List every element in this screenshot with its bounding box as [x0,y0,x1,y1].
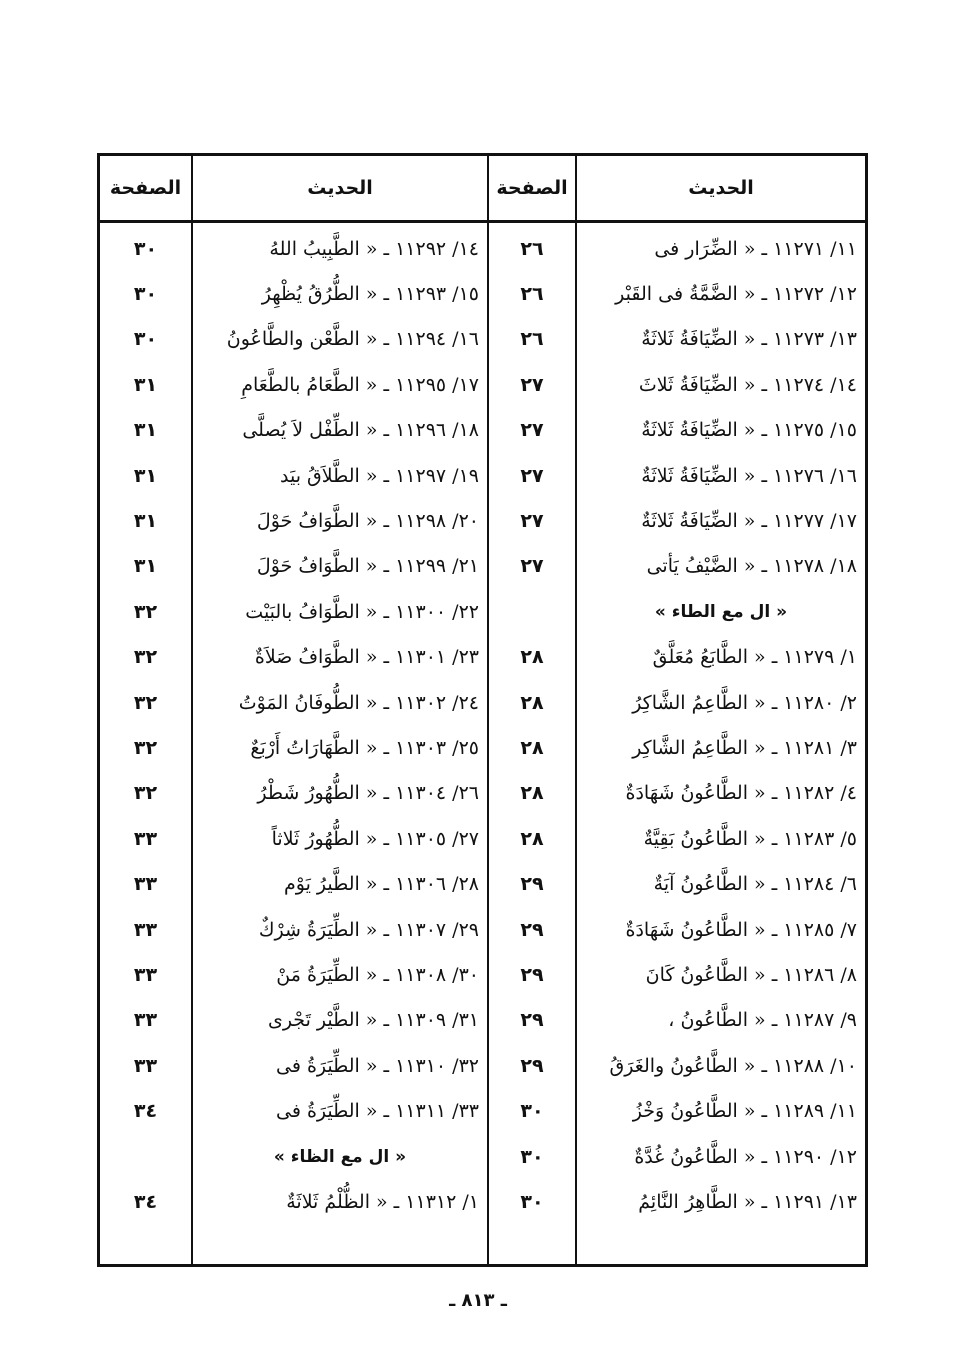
entry-page-number: ٣٢ [133,782,158,805]
entry-page-number: ٢٨ [520,646,544,669]
header-left-page: الصفحة [109,177,182,199]
section-heading: « ال مع الطاء » [654,601,788,622]
entry-page-number: ٣٢ [133,736,158,759]
entry-page-number: ٢٩ [520,963,544,986]
entry-page-number: ٢٦ [520,328,544,351]
header-right-page: الصفحة [496,177,568,199]
hadith-entry: ١/ ١١٢٧٩ ـ « الطَّابَعُ مُعَلَّقٌ [652,646,857,669]
hadith-entry: ١٦/ ١١٢٧٦ ـ « الضِّيَافَةُ ثَلاثَةٌ [641,464,857,487]
entry-page-number: ٣٣ [133,963,158,986]
hadith-entry: ١٣/ ١١٢٩١ ـ « الطَّاهِرُ النَّائِمُ [638,1190,857,1213]
hadith-entry: ٣٠/ ١١٣٠٨ ـ « الطِّيَرَةُ مَنْ [276,963,479,986]
entry-page-number: ٢٨ [520,691,544,714]
entry-page-number: ٣١ [133,509,158,532]
hadith-entry: ١٨/ ١١٢٩٦ ـ « الطِّفْل لاَ يُصلَّى [242,419,479,442]
hadith-entry: ٢/ ١١٢٨٠ ـ « الطَّاعِمُ الشَّاكِرُ [632,691,857,714]
entry-page-number: ٢٦ [520,282,544,305]
entry-page-number: ٣٣ [133,918,158,941]
hadith-entry: ٧/ ١١٢٨٥ ـ « الطَّاعُونُ شَهَادَةٌ [625,918,857,941]
header-left-hadith: الحديث [307,177,373,199]
hadith-entry: ١١/ ١١٢٧١ ـ « الضِّرَار فى [654,237,857,260]
entry-page-number: ٣٠ [520,1190,544,1213]
entry-page-number: ٣٣ [133,1009,158,1032]
hadith-entry: ٤/ ١١٢٨٢ ـ « الطَّاعُونُ شَهَادَةٌ [625,782,857,805]
hadith-entry: ٩/ ١١٢٨٧ ـ « الطَّاعُونُ ، [668,1009,857,1032]
entry-page-number: ٢٨ [520,736,544,759]
entry-page-number: ٣١ [133,555,158,578]
entry-page-number: ٣٣ [133,827,158,850]
entry-page-number: ٣٣ [133,873,158,896]
entry-page-number: ٢٧ [520,419,544,442]
hadith-entry: ٢٦/ ١١٣٠٤ ـ « الطُّهُورُ شَطْرُ [257,782,479,805]
hadith-entry: ١٤/ ١١٢٩٢ ـ « الطَّبِيبُ اللهُ [269,237,479,260]
hadith-entry: ٨/ ١١٢٨٦ ـ « الطَّاعُونُ كَانَ [645,963,857,986]
entry-page-number: ٣٣ [133,1054,158,1077]
hadith-entry: ٢٧/ ١١٣٠٥ ـ « الطُّهُورُ ثَلاثاً [271,827,479,850]
header-right-hadith: الحديث [688,177,754,199]
hadith-entry: ١٢/ ١١٢٧٢ ـ « الضَّمَّةُ فى القَبْر [615,282,857,305]
entry-page-number: ٣٢ [133,646,158,669]
entry-page-number: ٣١ [133,419,158,442]
hadith-entry: ٣١/ ١١٣٠٩ ـ « الطَّيْر تَجْرى [267,1009,479,1032]
entry-page-number: ٢٦ [520,237,544,260]
entry-page-number: ٣٠ [133,328,158,351]
hadith-entry: ١٢/ ١١٢٩٠ ـ « الطَّاعُونُ غُدَّةٌ [634,1145,857,1168]
entry-page-number: ٣٤ [133,1190,158,1213]
entry-page-number: ٢٧ [520,464,544,487]
entry-page-number: ٢٩ [520,1054,544,1077]
entry-page-number: ٢٧ [520,373,544,396]
entry-page-number: ٢٩ [520,1009,544,1032]
hadith-entry: ٦/ ١١٢٨٤ ـ « الطَّاعُونُ آيَةٌ [653,873,857,896]
page-number: ـ ٨١٣ ـ [449,1290,507,1311]
hadith-entry: ٢١/ ١١٢٩٩ ـ « الطَّوَافُ حَوْلَ [256,555,479,578]
hadith-entry: ٣٢/ ١١٣١٠ ـ « الطِّيَرَةُ فى [276,1054,479,1077]
section-heading: « ال مع الظاء » [273,1146,407,1167]
hadith-entry: ١١/ ١١٢٨٩ ـ « الطَّاعُونُ وَخْزُ [632,1100,857,1123]
hadith-entry: ٢٨/ ١١٣٠٦ ـ « الطَّيرُ يَوْم [284,873,479,896]
entry-page-number: ٣٤ [133,1100,158,1123]
hadith-entry: ٢٢/ ١١٣٠٠ ـ « الطَّوَافُ بالبَيْت [245,600,479,623]
hadith-entry: ٢٠/ ١١٢٩٨ ـ « الطَّوَافُ حَوْلَ [256,509,479,532]
hadith-entry: ٢٣/ ١١٣٠١ ـ « الطَّوَافُ صَلاَةٌ [254,646,479,669]
entry-page-number: ٢٧ [520,509,544,532]
hadith-entry: ١٣/ ١١٢٧٣ ـ « الضِّيَافَةُ ثَلاثَةٌ [641,328,857,351]
hadith-entry: ١٥/ ١١٢٩٣ ـ « الطُّرُقُ يُظْهِرُ [261,282,479,305]
entry-page-number: ٣٠ [133,237,158,260]
hadith-entry: ١/ ١١٣١٢ ـ « الظُّلْمُ ثَلاثَةٌ [286,1190,479,1213]
entry-page-number: ٢٩ [520,918,544,941]
hadith-entry: ٢٩/ ١١٣٠٧ ـ « الطِّيَرَةُ شِرْكٌ [258,918,479,941]
hadith-entry: ٢٥/ ١١٣٠٣ ـ « الطَّهَارَاتُ أَرْبَعٌ [250,736,479,759]
entry-page-number: ٣٢ [133,600,158,623]
hadith-entry: ١٠/ ١١٢٨٨ ـ « الطَّاعُونُ والغَرَقُ [609,1054,857,1077]
hadith-entry: ٣٣/ ١١٣١١ ـ « الطِّيَرَةُ فى [276,1100,479,1123]
hadith-entry: ١٨/ ١١٢٧٨ ـ « الضَّيْفُ يَأتى [646,555,857,578]
hadith-entry: ١٧/ ١١٢٩٥ ـ « الطَّعَامُ بالطَّعَامِ [241,373,479,396]
entry-page-number: ٣١ [133,464,158,487]
hadith-entry: ١٧/ ١١٢٧٧ ـ « الضِّيَافَةُ ثَلاثَةٌ [641,509,857,532]
hadith-entry: ١٩/ ١١٢٩٧ ـ « الطَّلاَقُ بيَد [280,464,479,487]
hadith-entry: ١٥/ ١١٢٧٥ ـ « الضِّيَافَةُ ثَلاثَةٌ [641,419,857,442]
hadith-entry: ٣/ ١١٢٨١ ـ « الطَّاعِمُ الشَّاكِر [632,736,857,759]
entry-page-number: ٢٩ [520,873,544,896]
entry-page-number: ٢٧ [520,555,544,578]
entry-page-number: ٣٠ [133,282,158,305]
entry-page-number: ٢٨ [520,782,544,805]
hadith-entry: ٥/ ١١٢٨٣ ـ « الطَّاعُونُ بَقِيَّةٌ [643,827,857,850]
hadith-entry: ١٤/ ١١٢٧٤ ـ « الضِّيَافَةُ ثَلاثَ [638,373,857,396]
header-divider [100,220,865,223]
entry-page-number: ٢٨ [520,827,544,850]
entry-page-number: ٣٢ [133,691,158,714]
hadith-entry: ٢٤/ ١١٣٠٢ ـ « الطُّوفَانُ المَوْتُ [238,691,479,714]
entry-page-number: ٣١ [133,373,158,396]
entry-page-number: ٣٠ [520,1145,544,1168]
hadith-index-table [97,153,868,1267]
hadith-entry: ١٦/ ١١٢٩٤ ـ « الطَّعْن والطَّاعُونُ [226,328,479,351]
entry-page-number: ٣٠ [520,1100,544,1123]
